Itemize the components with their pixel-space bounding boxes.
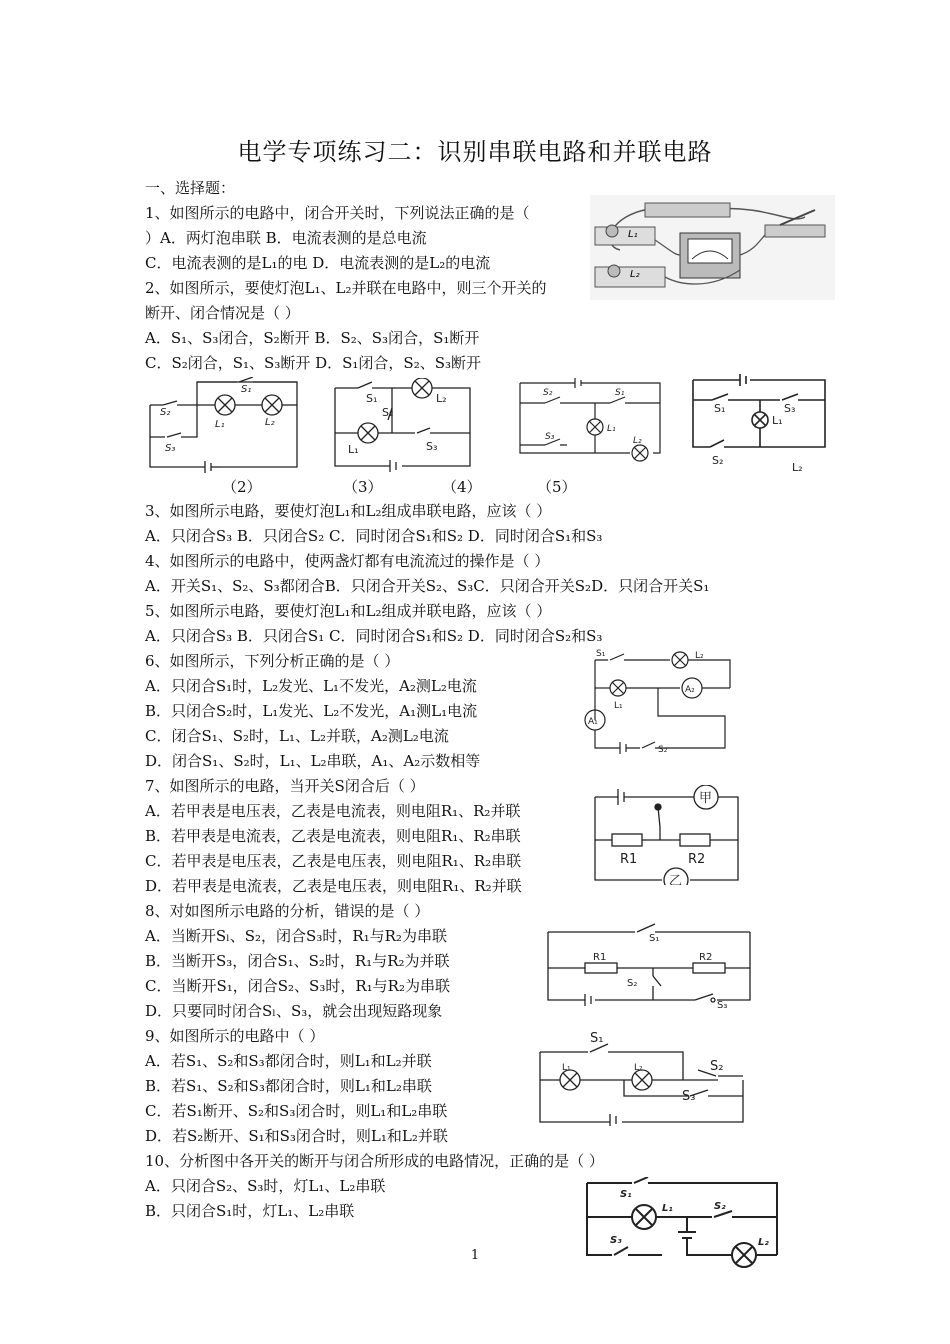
text-line: B．只闭合S₂时，L₁发光、L₂不发光，A₁测L₁电流 [145,702,478,720]
text-line: 3、如图所示电路，要使灯泡L₁和L₂组成串联电路，应该（ ） [145,502,552,520]
figure-circuit-q7 [590,785,745,885]
label-l1: L₁ [628,229,638,240]
label-yi: 乙 [669,874,683,885]
label-a2: A₂ [685,685,695,695]
label-jia: 甲 [699,791,713,806]
text-line: C．闭合S₁、S₂时，L₁、L₂并联，A₂测L₂电流 [145,727,449,745]
label-r2: R2 [699,952,713,963]
label-s1: S₁ [596,649,606,659]
text-line: C．若甲表是电压表，乙表是电压表，则电阻R₁、R₂串联 [145,852,522,870]
text-line: C．当断开S₁，闭合S₂、S₃时，R₁与R₂为串联 [145,977,450,995]
label-l1: L₁ [215,419,225,430]
figure-label-5: （5） [537,478,577,496]
label-r1: R1 [620,852,638,867]
figure-apparatus-photo [590,195,835,300]
text-line: 4、如图所示的电路中，使两盏灯都有电流流过的操作是（ ） [145,552,550,570]
text-line: B．若甲表是电流表，乙表是电流表，则电阻R₁、R₂串联 [145,827,521,845]
label-s3: S₃ [545,432,555,442]
label-l1: L₁ [662,1203,673,1214]
text-line: 8、对如图所示电路的分析，错误的是（ ） [145,902,430,920]
label-s3: S₃ [784,402,796,415]
label-s3: S₃ [426,440,438,453]
label-l2: L₂ [758,1237,769,1248]
text-line: 断开、闭合情况是（ ） [145,304,300,322]
text-line: C．若S₁断开、S₂和S₃闭合时，则L₁和L₂串联 [145,1102,448,1120]
label-l1: L₁ [348,443,359,456]
figure-circuit-5 [690,372,830,477]
label-s1: S₁ [366,392,378,405]
text-line: 6、如图所示，下列分析正确的是（ ） [145,652,400,670]
label-l1: L₁ [607,424,616,434]
figure-label-2: （2） [222,478,262,496]
label-s1: S₁ [241,384,252,395]
label-s3: S₃ [717,1000,728,1010]
label-s3: S₃ [610,1235,622,1246]
text-line: D．只要同时闭合Sₗ、S₃，就会出现短路现象 [145,1002,443,1020]
text-line: A．开关S₁、S₂、S₃都闭合B．只闭合开关S₂、S₃C．只闭合开关S₂D．只闭合开关S₁ [145,577,710,595]
text-line: B．若S₁、S₂和S₃都闭合时，则L₁和L₂串联 [145,1077,432,1095]
label-l2: L₂ [265,417,275,428]
text-line: A．S₁、S₃闭合，S₂断开 B．S₂、S₃闭合，S₁断开 [145,329,480,347]
label-s2: S₂ [543,388,553,398]
text-line: D．若S₂断开、S₁和S₃闭合时，则L₁和L₂并联 [145,1127,448,1145]
text-line: A．只闭合S₃ B．只闭合S₂ C．同时闭合S₁和S₂ D．同时闭合S₁和S₃ [145,527,603,545]
figure-circuit-q8 [545,920,755,1010]
figure-circuit-q9 [538,1030,748,1126]
label-s2: S₂ [714,1201,726,1212]
label-s1: S₁ [590,1031,604,1046]
text-line: A．若S₁、S₂和S₃都闭合时，则L₁和L₂并联 [145,1052,432,1070]
label-s2: S₂ [710,1059,724,1074]
figure-circuit-q6 [580,648,740,756]
label-s2: S₂ [627,978,638,989]
page-title: 电学专项练习二：识别串联电路和并联电路 [237,138,713,166]
text-line: C．S₂闭合，S₁、S₃断开 D．S₁闭合，S₂、S₃断开 [145,354,482,372]
text-line: 1、如图所示的电路中，闭合开关时，下列说法正确的是（ [145,204,530,222]
label-s1: S₁ [714,402,726,415]
text-line: A．只闭合S₂、S₃时，灯L₁、L₂串联 [145,1177,386,1195]
text-line: A．若甲表是电压表，乙表是电流表，则电阻R₁、R₂并联 [145,802,521,820]
label-l1: L₁ [562,1063,571,1073]
label-l1: L₁ [772,414,783,427]
text-line: 5、如图所示电路，要使灯泡L₁和L₂组成并联电路，应该（ ） [145,602,552,620]
text-line: A．只闭合S₁时，L₂发光、L₁不发光，A₂测L₂电流 [145,677,477,695]
label-s1: S₁ [649,933,660,944]
text-line: A．当断开Sₗ、S₂，闭合S₃时，R₁与R₂为串联 [145,927,447,945]
label-s2: S₂ [160,407,171,418]
page-number: 1 [470,1248,480,1263]
label-l2: L₂ [633,436,642,446]
text-line: 7、如图所示的电路，当开关S闭合后（ ） [145,777,425,795]
section-heading: 一、选择题： [145,179,236,197]
label-l2: L₂ [630,269,640,280]
label-a1: A₁ [588,717,598,727]
text-line: A．只闭合S₃ B．只闭合S₁ C．同时闭合S₁和S₂ D．同时闭合S₂和S₃ [145,627,603,645]
text-line: ）A．两灯泡串联 B．电流表测的是总电流 [145,229,427,247]
text-line: 2、如图所示，要使灯泡L₁、L₂并联在电路中，则三个开关的 [145,279,547,297]
label-s2: S₂ [658,745,668,755]
text-line: 10、分析图中各开关的断开与闭合所形成的电路情况，正确的是（ ） [145,1152,604,1170]
text-line: C．电流表测的是L₁的电 D．电流表测的是L₂的电流 [145,254,491,272]
text-line: B．只闭合S₁时，灯L₁、L₂串联 [145,1202,355,1220]
label-l2: L₂ [436,392,447,405]
figure-label-4: （4） [442,478,482,496]
text-line: B．当断开S₃，闭合S₁、S₂时，R₁与R₂为并联 [145,952,450,970]
label-s3: S₃ [682,1089,696,1104]
figure-circuit-3 [330,378,480,473]
label-s2: S₂ [712,454,724,467]
label-l2: L₂ [695,651,704,661]
text-line: D．若甲表是电流表，乙表是电压表，则电阻R₁、R₂并联 [145,877,522,895]
text-line: 9、如图所示的电路中（ ） [145,1027,325,1045]
label-r2: R2 [688,852,706,867]
text-line: D．闭合S₁、S₂时，L₁、L₂串联，A₁、A₂示数相等 [145,752,481,770]
figure-circuit-2 [145,377,305,477]
label-l2: L₂ [634,1063,643,1073]
label-l1: L₁ [614,701,623,711]
label-r1: R1 [593,952,607,963]
label-s2: S₂ [382,406,394,419]
figure-label-3: （3） [343,478,383,496]
label-s1: S₁ [615,388,625,398]
figure-circuit-4 [515,375,665,465]
label-s3: S₃ [165,443,176,454]
label-s1: S₁ [620,1189,632,1200]
label-l2: L₂ [792,461,803,474]
